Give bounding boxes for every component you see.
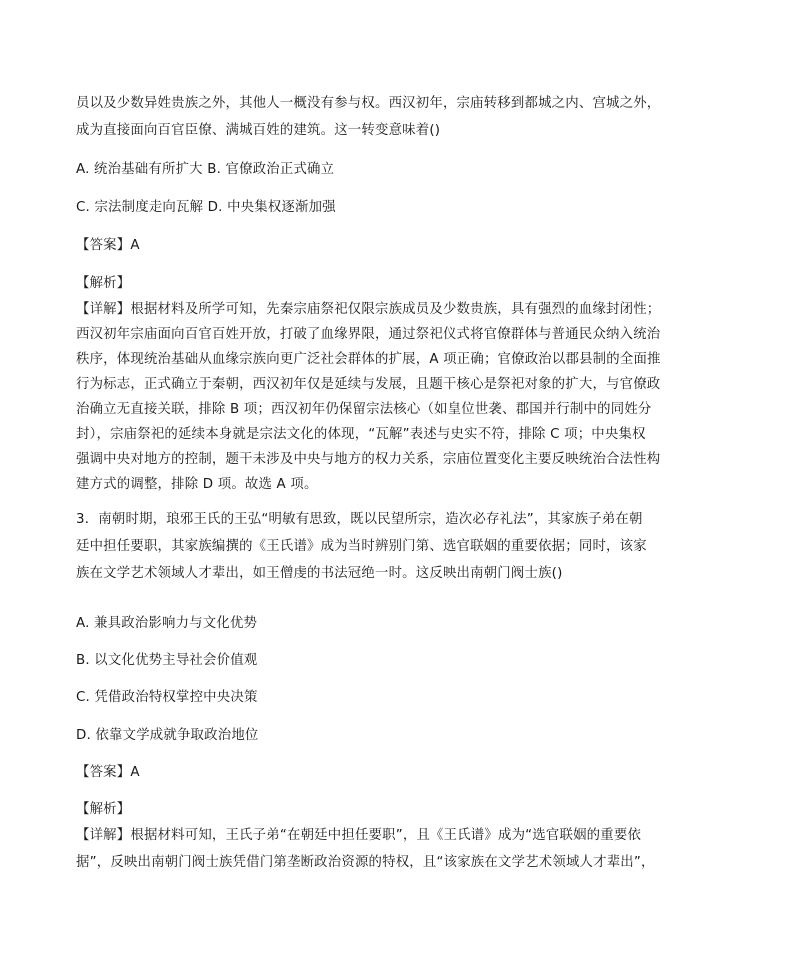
q3-option-a: A. 兼具政治影响力与文化优势 (76, 616, 258, 631)
q2-answer (76, 236, 140, 256)
q2-detail-line-7: 强调中央对地方的控制，题干未涉及中央与地方的权力关系，宗庙位置变化主要反映统治合法性构 (76, 452, 661, 467)
q3-answer-label: 【答案】 (76, 765, 131, 780)
q2-stem-line-2: 成为直接面向百官臣僚、满城百姓的建筑。这一转变意味着() (76, 123, 441, 138)
q2-detail-line-3: 秩序，体现统治基础从血缘宗族向更广泛社会群体的扩展，A 项正确；官僚政治以郡县制的全面推 (76, 352, 661, 367)
q3-option-c: C. 凭借政治特权掌控中央决策 (76, 690, 258, 705)
q2-options-line-1: A. 统治基础有所扩大 B. 官僚政治正式确立 (76, 162, 335, 177)
q2-answer-value: A (130, 238, 140, 253)
q3-option-b: B. 以文化优势主导社会价值观 (76, 653, 258, 668)
q2-detail-line-1: 【详解】根据材料及所学可知，先秦宗庙祭祀仅限宗族成员及少数贵族，具有强烈的血缘封闭性； (76, 302, 661, 317)
q2-detail-line-2: 西汉初年宗庙面向百官百姓开放，打破了血缘界限，通过祭祀仪式将官僚群体与普通民众纳入统治 (76, 327, 661, 342)
q2-answer-label: 【答案】 (76, 238, 131, 253)
q2-stem-line-1: 员以及少数异姓贵族之外，其他人一概没有参与权。西汉初年，宗庙转移到都城之内、宫城之外， (76, 96, 661, 111)
q2-detail-line-6: 封），宗庙祭祀的延续本身就是宗法文化的体现，“瓦解”表述与史实不符，排除 C 项；中央集权 (76, 427, 646, 442)
q2-detail-line-8: 建方式的调整，排除 D 项。故选 A 项。 (76, 477, 318, 492)
q2-options-line-2: C. 宗法制度走向瓦解 D. 中央集权逐渐加强 (76, 200, 336, 215)
q3-stem-line-1: 3．南朝时期，琅邪王氏的王弘“明敏有思致，既以民望所宗，造次必存礼法”，其家族子弟在朝 (76, 512, 643, 527)
q3-answer-value: A (130, 765, 140, 780)
q3-analysis-label: 【解析】 (76, 802, 131, 817)
q3-detail-line-2: 据”，反映出南朝门阀士族凭借门第垄断政治资源的特权，且“该家族在文学艺术领域人才辈出”， (76, 855, 655, 870)
q3-option-d: D. 依靠文学成就争取政治地位 (76, 728, 259, 743)
q2-analysis-label: 【解析】 (76, 276, 131, 291)
q3-stem-line-2: 廷中担任要职，其家族编撰的《王氏谱》成为当时辨别门第、选官联姻的重要依据；同时，该家 (76, 539, 647, 554)
q2-detail-line-5: 治确立无直接关联，排除 B 项；西汉初年仍保留宗法核心（如皇位世袭、郡国并行制中的同姓分 (76, 402, 652, 417)
q2-detail-line-4: 行为标志，正式确立于秦朝，西汉初年仅是延续与发展，且题干核心是祭祀对象的扩大，与官僚政 (76, 377, 661, 392)
q3-answer (76, 763, 140, 783)
q3-detail-line-1: 【详解】根据材料可知，王氏子弟“在朝廷中担任要职”，且《王氏谱》成为“选官联姻的重要依 (76, 828, 642, 843)
q3-stem-line-3: 族在文学艺术领域人才辈出，如王僧虔的书法冠绝一时。这反映出南朝门阀士族() (76, 566, 563, 581)
